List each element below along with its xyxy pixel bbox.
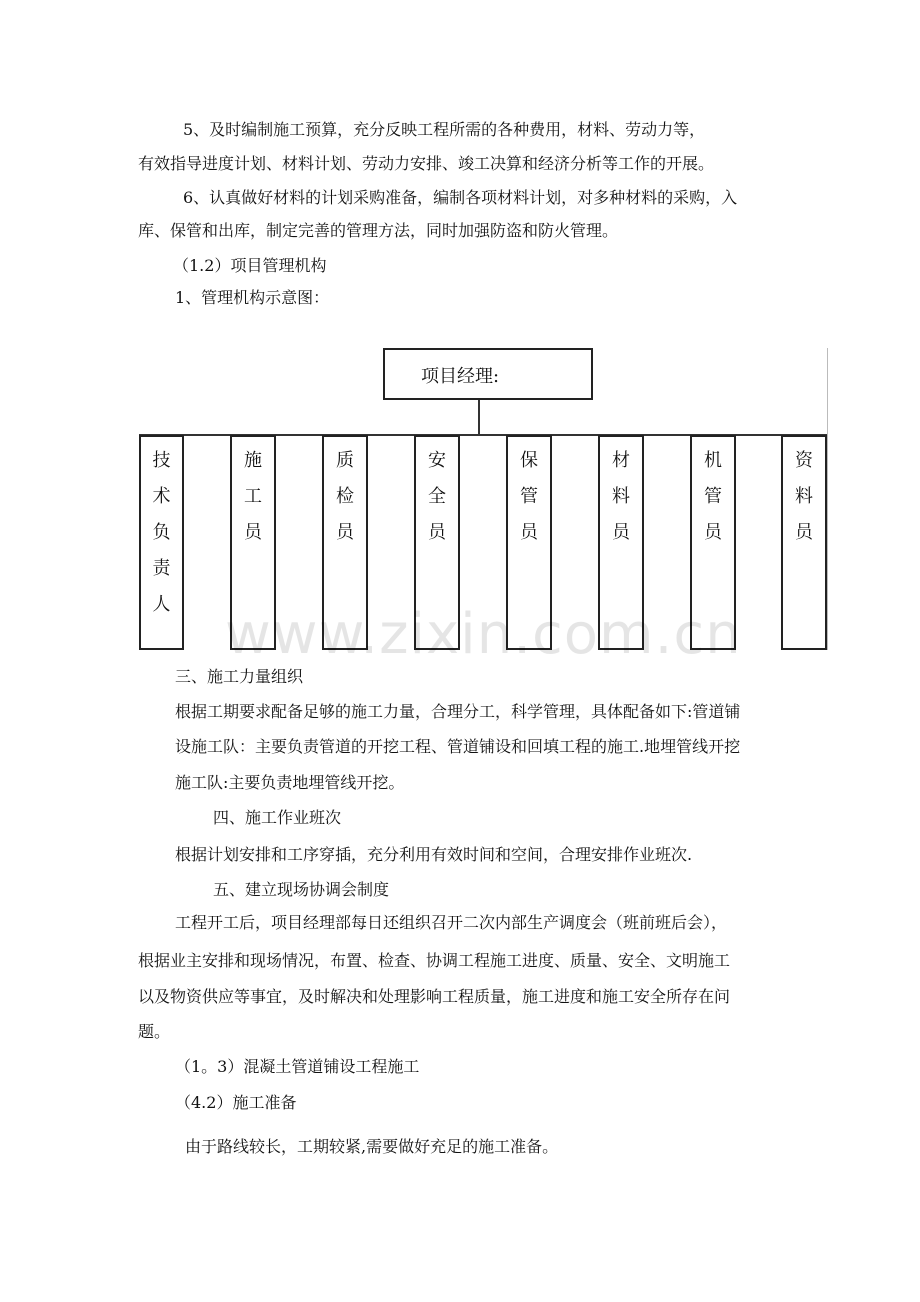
section-5-line-4: 题。: [138, 1022, 171, 1041]
staff-char: 安: [428, 450, 446, 471]
staff-char: 机: [704, 450, 722, 471]
paragraph-6-line-2: 库、保管和出库，制定完善的管理方法，同时加强防盗和防火管理。: [138, 221, 619, 240]
heading-4-2: （4.2）施工准备: [175, 1093, 297, 1112]
staff-char: 管: [704, 486, 722, 507]
paragraph-5-line-1: 5、及时编制施工预算，充分反映工程所需的各种费用，材料、劳动力等，: [183, 120, 706, 139]
heading-1-3: （1。3）混凝土管道铺设工程施工: [175, 1057, 420, 1076]
section-3-heading: 三、施工力量组织: [175, 667, 304, 686]
staff-char: 料: [795, 486, 813, 507]
final-line: 由于路线较长，工期较紧,需要做好充足的施工准备。: [185, 1137, 559, 1156]
staff-box-documentation: [781, 435, 827, 650]
staff-char: 员: [244, 522, 262, 543]
staff-char: 员: [612, 522, 630, 543]
section-5-heading: 五、建立现场协调会制度: [213, 880, 390, 899]
section-5-line-1: 工程开工后，项目经理部每日还组织召开二次内部生产调度会（班前班后会），: [175, 913, 728, 932]
watermark: www.zixin.com.cn: [225, 602, 742, 667]
section-4-line-1: 根据计划安排和工序穿插，充分利用有效时间和空间，合理安排作业班次.: [175, 845, 693, 864]
staff-char: 人: [152, 594, 171, 615]
staff-char: 员: [795, 522, 813, 543]
staff-char: 员: [520, 522, 538, 543]
heading-1-2: （1.2）项目管理机构: [173, 256, 327, 275]
manager-box: [383, 348, 593, 400]
staff-char: 保: [520, 450, 538, 471]
staff-char: 员: [428, 522, 446, 543]
staff-char: 术: [152, 486, 171, 507]
staff-char: 技: [152, 450, 171, 471]
staff-char: 负: [152, 522, 171, 543]
staff-char: 责: [152, 558, 171, 579]
manager-label: 项目经理:: [421, 366, 500, 387]
section-3-line-3: 施工队:主要负责地埋管线开挖。: [175, 773, 405, 792]
org-chart-title: 1、管理机构示意图：: [175, 288, 330, 307]
staff-char: 工: [244, 486, 262, 507]
staff-char: 质: [336, 450, 354, 471]
staff-char: 资: [795, 450, 813, 471]
staff-char: 检: [336, 486, 354, 507]
right-edge-line: [827, 348, 828, 650]
connector-vertical: [478, 400, 480, 436]
paragraph-6-line-1: 6、认真做好材料的计划采购准备，编制各项材料计划，对多种材料的采购，入: [183, 188, 738, 207]
staff-box-technical-lead: [139, 435, 184, 650]
section-3-line-1: 根据工期要求配备足够的施工力量，合理分工，科学管理，具体配备如下:管道铺: [175, 702, 741, 721]
section-4-heading: 四、施工作业班次: [213, 808, 342, 827]
section-5-line-3: 以及物资供应等事宜，及时解决和处理影响工程质量，施工进度和施工安全所存在问: [138, 987, 731, 1006]
staff-char: 全: [428, 486, 446, 507]
staff-char: 材: [612, 450, 630, 471]
section-5-line-2: 根据业主安排和现场情况，布置、检查、协调工程施工进度、质量、安全、文明施工: [138, 951, 731, 970]
staff-char: 员: [704, 522, 722, 543]
staff-char: 员: [336, 522, 354, 543]
staff-char: 管: [520, 486, 538, 507]
staff-char: 料: [612, 486, 630, 507]
section-3-line-2: 设施工队：主要负责管道的开挖工程、管道铺设和回填工程的施工.地埋管线开挖: [175, 737, 741, 756]
staff-char: 施: [244, 450, 262, 471]
paragraph-5-line-2: 有效指导进度计划、材料计划、劳动力安排、竣工决算和经济分析等工作的开展。: [138, 154, 715, 173]
